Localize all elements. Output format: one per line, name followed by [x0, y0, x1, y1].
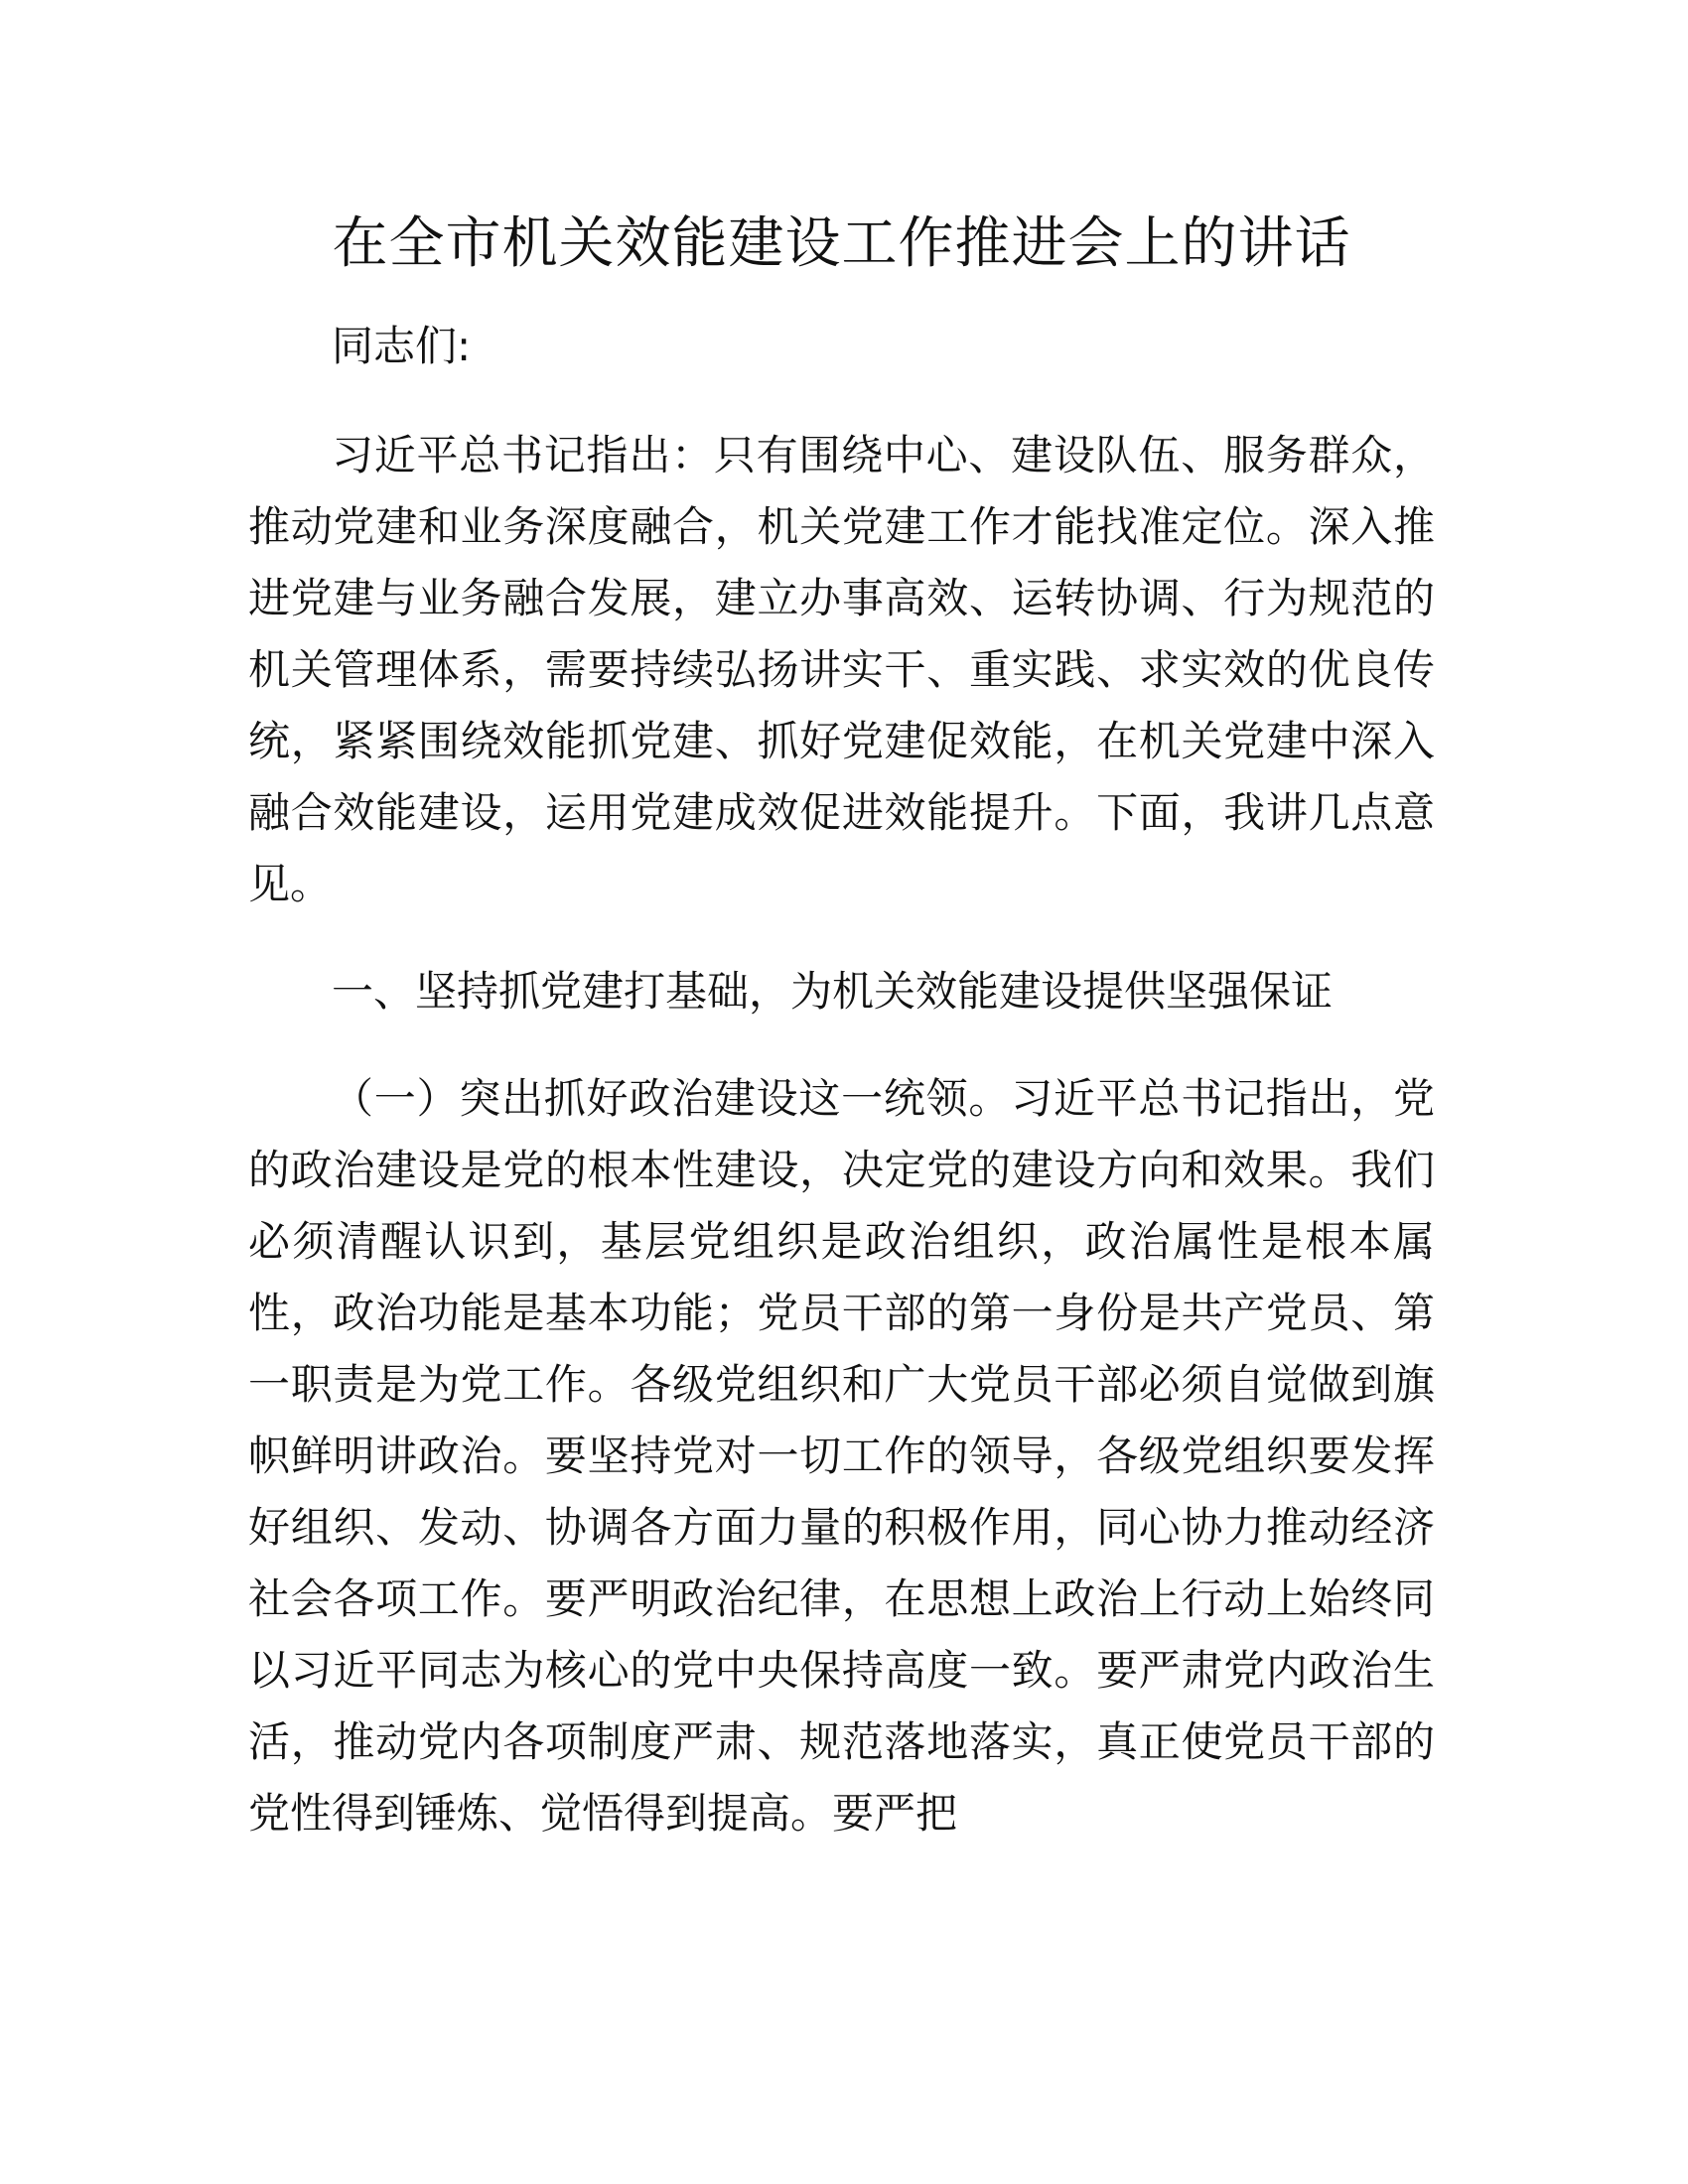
document-body	[248, 204, 1435, 1849]
salutation: 同志们:	[332, 322, 472, 370]
document-title: 在全市机关效能建设工作推进会上的讲话	[332, 211, 1351, 276]
paragraph-intro: 习近平总书记指出：只有围绕中心、建设队伍、服务群众，推动党建和业务深度融合，机关党建工作才能找准定位。深入推进党建与业务融合发展，建立办事高效、运转协调、行为规范的机关管理体系，需要持续弘扬讲实干、重实践、求实效的优良传统，紧紧围绕效能抓党建、抓好党建促效能，在机关党建中深入融合效能建设，运用党建成效促进效能提升。下面，我讲几点意见。	[248, 431, 1435, 908]
paragraph-political-construction: （一）突出抓好政治建设这一统领。习近平总书记指出，党的政治建设是党的根本性建设，决定党的建设方向和效果。我们必须清醒认识到，基层党组织是政治组织，政治属性是根本属性，政治功能是基本功能；党员干部的第一身份是共产党员、第一职责是为党工作。各级党组织和广大党员干部必须自觉做到旗帜鲜明讲政治。要坚持党对一切工作的领导，各级党组织要发挥好组织、发动、协调各方面力量的积极作用，同心协力推动经济社会各项工作。要严明政治纪律，在思想上政治上行动上始终同以习近平同志为核心的党中央保持高度一致。要严肃党内政治生活，推动党内各项制度严肃、规范落地落实，真正使党员干部的党性得到锤炼、觉悟得到提高。要严把	[248, 1074, 1435, 1838]
section-heading-1: 一、坚持抓党建打基础，为机关效能建设提供坚强保证	[332, 967, 1334, 1016]
